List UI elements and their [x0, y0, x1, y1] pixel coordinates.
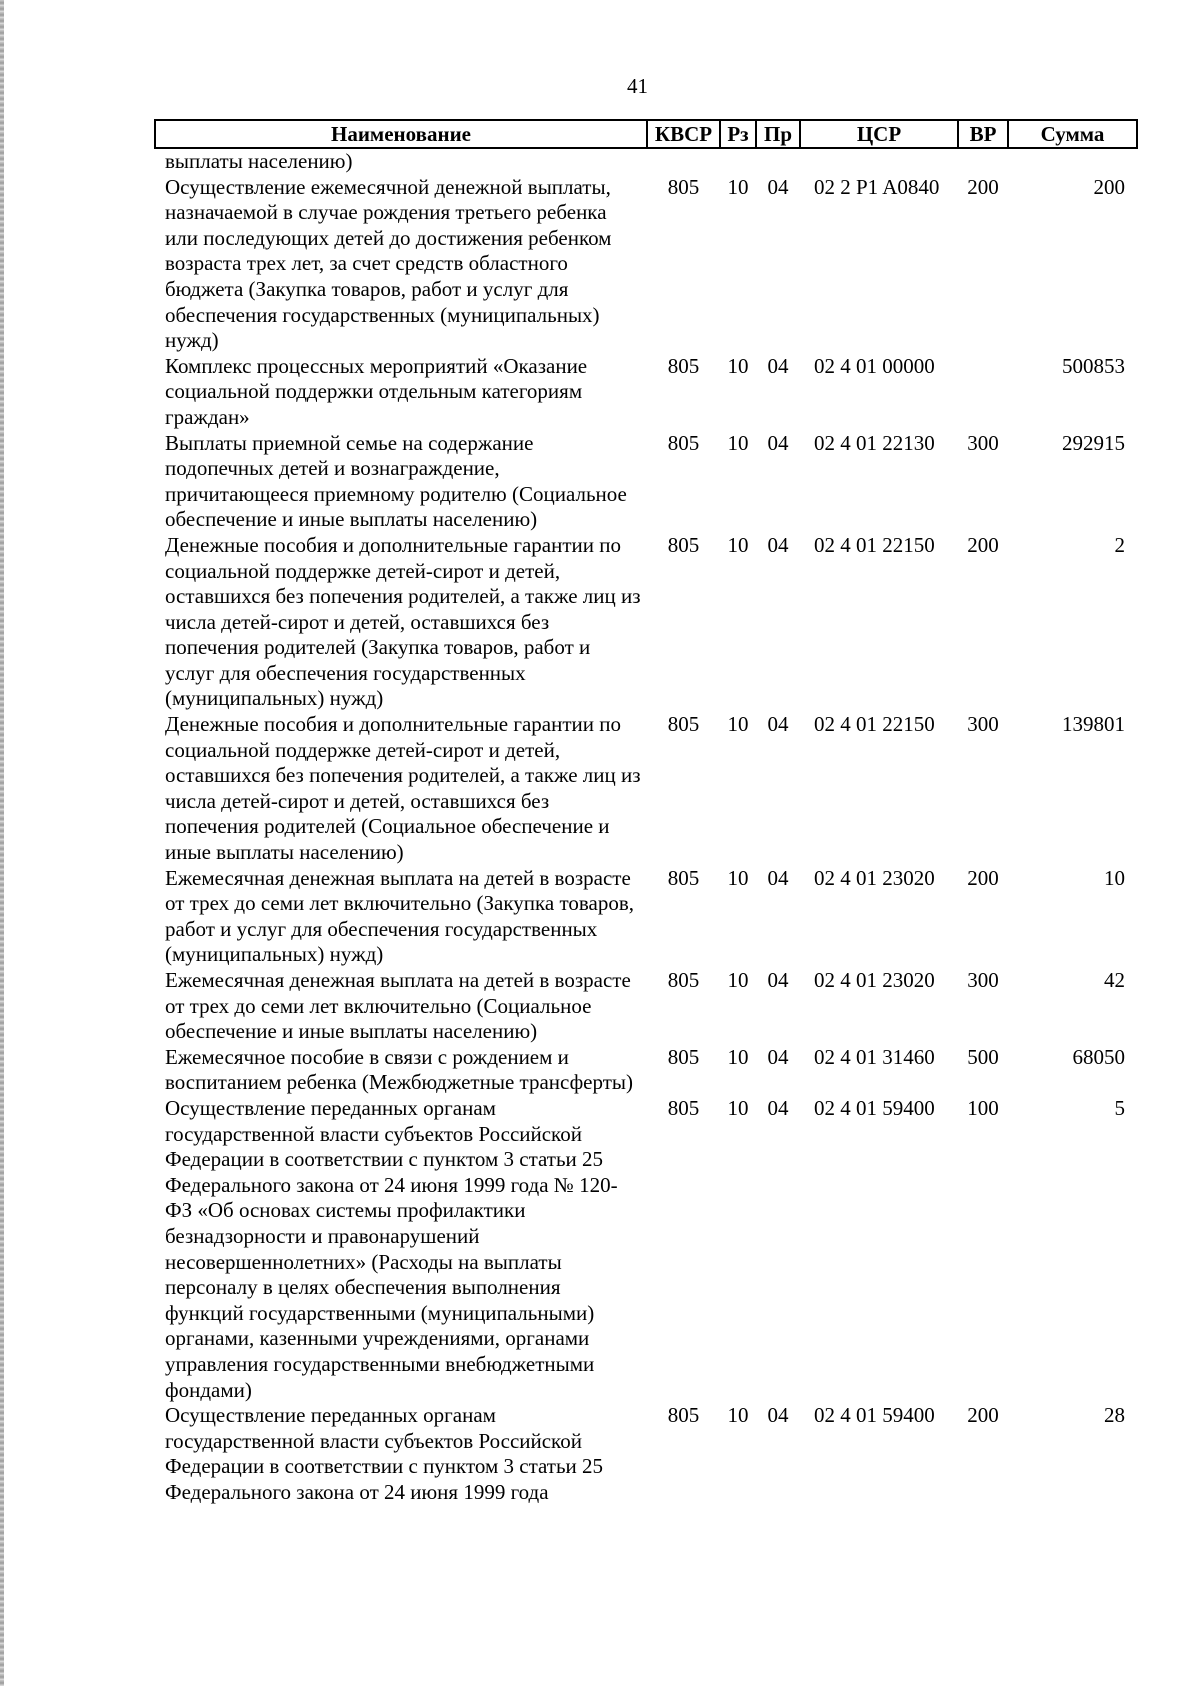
- row-kvsr: 805: [667, 1403, 700, 1428]
- row-name: выплаты населению): [165, 149, 353, 173]
- row-csr: 02 4 01 22130: [814, 430, 935, 455]
- row-sum: 500853: [1062, 353, 1125, 378]
- row-sum: 2: [1114, 532, 1125, 557]
- row-sum: [1008, 148, 1137, 175]
- page-number: 41: [627, 74, 648, 98]
- row-kvsr: 805: [667, 430, 700, 455]
- table-row: [155, 354, 1137, 431]
- row-kvsr: 805: [667, 865, 700, 890]
- row-rz: 10: [727, 1403, 749, 1428]
- row-kvsr: 805: [667, 712, 700, 737]
- row-vr: 200: [967, 865, 999, 890]
- table-row: [155, 431, 1137, 533]
- row-vr: 200: [967, 532, 999, 557]
- row-name: Денежные пособия и дополнительные гарантии по социальной поддержке детей-сирот и детей, оставшихся без попечения родителей, а также лиц из числа детей-сирот и детей, оставшихся без попечения родителей (Закупка товаров, работ и услуг для обеспечения государственных (муниципальных) нужд): [165, 532, 641, 711]
- table-row: [155, 1096, 1137, 1403]
- row-rz: 10: [727, 1095, 749, 1120]
- row-csr: 02 4 01 23020: [814, 865, 935, 890]
- table-row: [155, 175, 1137, 354]
- row-csr: 02 4 01 59400: [814, 1095, 935, 1120]
- row-vr: [958, 148, 1008, 175]
- row-rz: 10: [727, 532, 749, 557]
- row-name: Ежемесячное пособие в связи с рождением и воспитанием ребенка (Межбюджетные трансферты): [165, 1044, 634, 1095]
- row-pr: 04: [767, 712, 789, 737]
- row-kvsr: 805: [667, 1095, 700, 1120]
- row-pr: 04: [767, 174, 789, 199]
- row-vr: 300: [967, 712, 999, 737]
- row-csr: 02 4 01 31460: [814, 1044, 935, 1069]
- row-pr: 04: [767, 430, 789, 455]
- row-vr: 300: [967, 968, 999, 992]
- scan-edge: [0, 0, 4, 1686]
- row-sum: 10: [1104, 865, 1125, 890]
- table-header-row: [155, 120, 1137, 148]
- row-kvsr: [647, 148, 720, 175]
- table-row: [155, 866, 1137, 968]
- row-csr: 02 4 01 22150: [814, 712, 935, 737]
- row-pr: 04: [767, 1403, 789, 1428]
- row-kvsr: 805: [667, 968, 700, 992]
- row-name: Ежемесячная денежная выплата на детей в возрасте от трех до семи лет включительно (Социальное обеспечение и иные выплаты населению): [165, 968, 631, 1044]
- row-name: Осуществление ежемесячной денежной выплаты, назначаемой в случае рождения третьего ребенка или последующих детей до достижения ребенком возраста трех лет, за счет средств областного бюджета (Закупка товаров, работ и услуг для обеспечения государственных (муниципальных) нужд): [165, 174, 612, 353]
- row-vr: 200: [967, 1403, 999, 1428]
- table-row: [155, 712, 1137, 866]
- row-kvsr: 805: [667, 174, 700, 199]
- row-name: Осуществление переданных органам государственной власти субъектов Российской Федерации в соответствии с пунктом 3 статьи 25 Федерального закона от 24 июня 1999 года: [165, 1403, 604, 1504]
- row-rz: 10: [727, 865, 749, 890]
- row-rz: [720, 148, 756, 175]
- row-kvsr: 805: [667, 532, 700, 557]
- row-csr: [800, 148, 958, 175]
- row-pr: 04: [767, 865, 789, 890]
- row-rz: 10: [727, 1044, 749, 1069]
- header-sum: Сумма: [1008, 120, 1137, 148]
- row-vr: 200: [967, 174, 999, 199]
- header-rz: Рз: [720, 120, 756, 148]
- header-vr: ВР: [958, 120, 1008, 148]
- row-csr: 02 2 P1 A0840: [814, 174, 940, 199]
- table-row: [155, 1403, 1137, 1505]
- header-name: Наименование: [155, 120, 647, 148]
- row-pr: [756, 148, 800, 175]
- row-name: Ежемесячная денежная выплата на детей в возрасте от трех до семи лет включительно (Закупка товаров, работ и услуг для обеспечения государственных (муниципальных) нужд): [165, 865, 635, 967]
- row-csr: 02 4 01 00000: [814, 353, 935, 378]
- row-name: Осуществление переданных органам государственной власти субъектов Российской Федерации в соответствии с пунктом 3 статьи 25 Федерального закона от 24 июня 1999 года № 120-ФЗ «Об основах системы профилактики безнадзорности и правонарушений несовершеннолетних» (Расходы на выплаты персоналу в целях обеспечения выполнения функций государственными (муниципальными) органами, казенными учреждениями, органами управления государственными внебюджетными фондами): [165, 1095, 618, 1402]
- row-kvsr: 805: [667, 353, 700, 378]
- header-kvsr: КВСР: [647, 120, 720, 148]
- row-pr: 04: [767, 532, 789, 557]
- row-vr: 100: [967, 1095, 999, 1120]
- row-sum: 42: [1104, 968, 1125, 992]
- row-vr: 300: [967, 430, 999, 455]
- row-pr: 04: [767, 968, 789, 992]
- row-vr: [958, 354, 1008, 431]
- table-row: [155, 968, 1137, 1045]
- row-sum: 200: [1093, 174, 1125, 199]
- row-name: Выплаты приемной семье на содержание подопечных детей и вознаграждение, причитающееся приемному родителю (Социальное обеспечение и иные выплаты населению): [165, 430, 627, 532]
- row-sum: 139801: [1062, 712, 1125, 737]
- row-vr: 500: [967, 1044, 999, 1069]
- row-pr: 04: [767, 353, 789, 378]
- row-kvsr: 805: [667, 1044, 700, 1069]
- table-row: [155, 533, 1137, 712]
- row-pr: 04: [767, 1044, 789, 1069]
- budget-table: [154, 119, 1138, 1505]
- table-row: [155, 1045, 1137, 1096]
- row-rz: 10: [727, 353, 749, 378]
- row-csr: 02 4 01 22150: [814, 532, 935, 557]
- row-sum: 292915: [1062, 430, 1125, 455]
- header-csr: ЦСР: [800, 120, 958, 148]
- row-name: Комплекс процессных мероприятий «Оказание социальной поддержки отдельным категориям граждан»: [165, 353, 588, 429]
- row-rz: 10: [727, 174, 749, 199]
- table-row: [155, 148, 1137, 175]
- row-sum: 28: [1104, 1403, 1125, 1428]
- row-rz: 10: [727, 968, 749, 992]
- row-sum: 5: [1114, 1095, 1125, 1120]
- row-pr: 04: [767, 1095, 789, 1120]
- row-csr: 02 4 01 23020: [814, 968, 935, 992]
- row-name: Денежные пособия и дополнительные гарантии по социальной поддержке детей-сирот и детей, оставшихся без попечения родителей, а также лиц из числа детей-сирот и детей, оставшихся без попечения родителей (Социальное обеспечение и иные выплаты населению): [165, 712, 641, 865]
- row-rz: 10: [727, 712, 749, 737]
- header-pr: Пр: [756, 120, 800, 148]
- row-csr: 02 4 01 59400: [814, 1403, 935, 1428]
- row-sum: 68050: [1072, 1044, 1125, 1069]
- row-rz: 10: [727, 430, 749, 455]
